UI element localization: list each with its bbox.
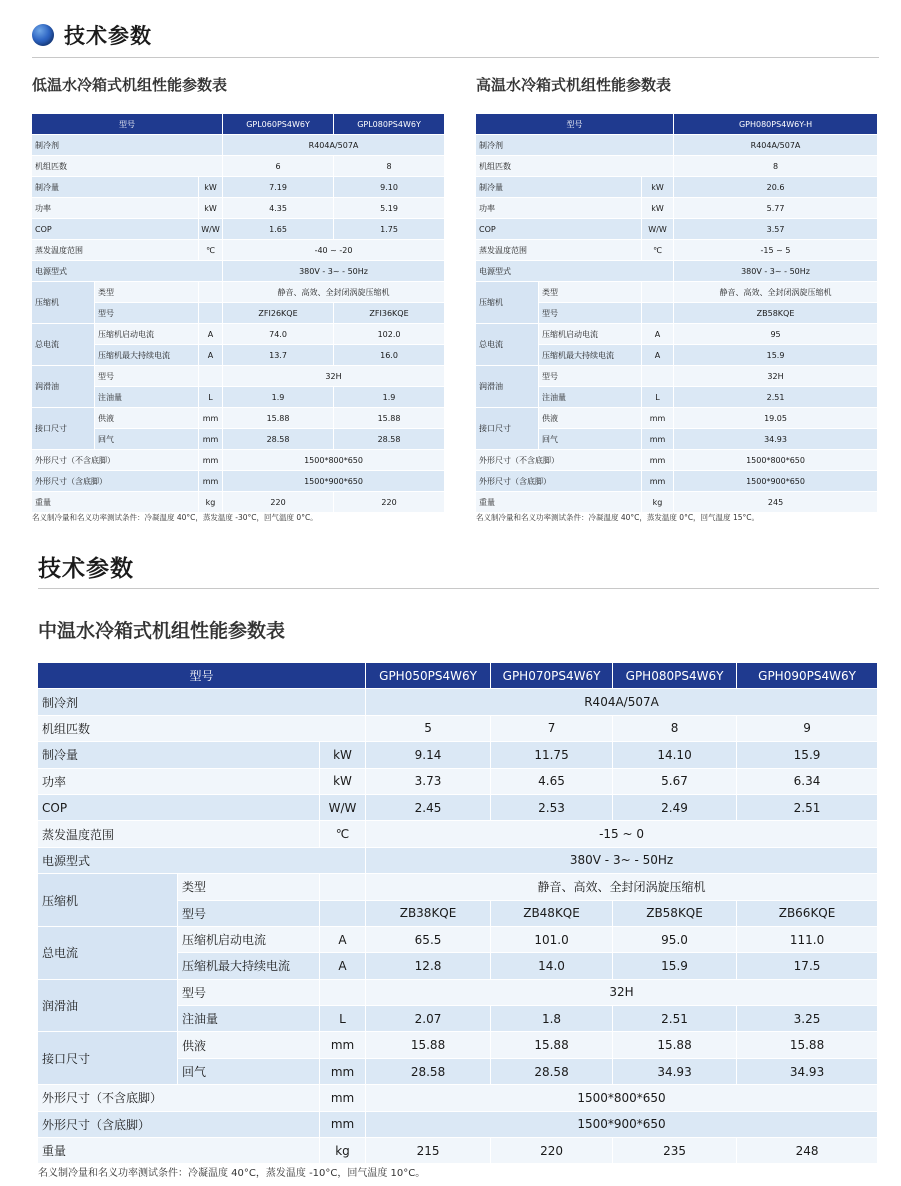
row-label: 压缩机最大持续电流 <box>95 345 199 366</box>
row-label: 制冷量 <box>38 742 320 768</box>
table-cell: W/W <box>642 219 674 240</box>
row-label: 外形尺寸（含底脚） <box>32 471 199 492</box>
table-cell: 65.5 <box>366 927 491 953</box>
table-row <box>38 1085 878 1111</box>
table-cell: 2.07 <box>366 1006 491 1032</box>
row-label: 回气 <box>95 429 199 450</box>
table-row <box>476 240 878 261</box>
table-cell: 14.0 <box>491 953 613 979</box>
row-label: 功率 <box>38 769 320 795</box>
table-cell: 235 <box>613 1138 737 1164</box>
row-label: 注油量 <box>95 387 199 408</box>
table-row <box>32 471 445 492</box>
table-cell: A <box>199 345 223 366</box>
row-label: 润滑油 <box>38 980 178 1033</box>
table-cell: 220 <box>223 492 334 513</box>
table-row <box>32 492 445 513</box>
table-row <box>476 408 878 429</box>
table-cell: 15.88 <box>366 1032 491 1058</box>
table-cell: 220 <box>491 1138 613 1164</box>
table-cell: 248 <box>737 1138 878 1164</box>
table-cell: 15.9 <box>613 953 737 979</box>
header-row <box>32 114 445 135</box>
row-label: 制冷剂 <box>476 135 674 156</box>
high-table-title: 高温水冷箱式机组性能参数表 <box>476 76 672 94</box>
table-cell: 7 <box>491 716 613 742</box>
table-row <box>38 742 878 768</box>
row-label: 型号 <box>95 366 199 387</box>
table-cell: W/W <box>320 795 366 821</box>
header-col: GPH090PS4W6Y <box>737 663 878 689</box>
table-cell: 20.6 <box>674 177 878 198</box>
row-label: 供液 <box>178 1032 320 1058</box>
row-label: 机组匹数 <box>476 156 674 177</box>
table-row <box>32 261 445 282</box>
row-label: 供液 <box>539 408 642 429</box>
mid-temp-table <box>38 663 878 1164</box>
table-cell: L <box>320 1006 366 1032</box>
mid-table-note: 名义制冷量和名义功率测试条件：冷凝温度 40°C，蒸发温度 -10°C，回气温度 10°C。 <box>38 1168 426 1179</box>
table-cell: 15.9 <box>674 345 878 366</box>
row-label: 制冷剂 <box>38 689 366 715</box>
table-cell: 6.34 <box>737 769 878 795</box>
table-row <box>38 821 878 847</box>
table-cell: mm <box>320 1112 366 1138</box>
table-cell: 1.9 <box>223 387 334 408</box>
table-cell <box>199 282 223 303</box>
table-cell <box>320 901 366 927</box>
table-cell: 2.51 <box>674 387 878 408</box>
table-row <box>38 1032 878 1058</box>
table-row <box>476 177 878 198</box>
table-cell: 95 <box>674 324 878 345</box>
table-cell: A <box>320 927 366 953</box>
table-row <box>476 492 878 513</box>
row-label: 接口尺寸 <box>32 408 95 450</box>
table-cell: 380V - 3~ - 50Hz <box>674 261 878 282</box>
low-table-note: 名义制冷量和名义功率测试条件：冷凝温度 40°C，蒸发温度 -30°C，回气温度 0°C。 <box>32 513 318 522</box>
row-label: 润滑油 <box>32 366 95 408</box>
table-cell: 15.88 <box>223 408 334 429</box>
table-cell: W/W <box>199 219 223 240</box>
row-label: 功率 <box>476 198 642 219</box>
table-cell: kW <box>642 198 674 219</box>
table-cell: R404A/507A <box>223 135 445 156</box>
table-cell: -15 ~ 0 <box>366 821 878 847</box>
header-col: GPH050PS4W6Y <box>366 663 491 689</box>
table-cell: 9 <box>737 716 878 742</box>
table-row <box>38 1112 878 1138</box>
row-label: 回气 <box>178 1059 320 1085</box>
row-label: 外形尺寸（不含底脚） <box>476 450 642 471</box>
table-cell: 9.10 <box>334 177 445 198</box>
table-cell: R404A/507A <box>366 689 878 715</box>
table-cell: 380V - 3~ - 50Hz <box>223 261 445 282</box>
row-label: 总电流 <box>32 324 95 366</box>
row-label: 电源型式 <box>38 848 366 874</box>
table-cell: 1500*900*650 <box>674 471 878 492</box>
table-cell: 1.9 <box>334 387 445 408</box>
table-cell: 16.0 <box>334 345 445 366</box>
row-label: 压缩机启动电流 <box>178 927 320 953</box>
table-cell: ZB58KQE <box>674 303 878 324</box>
table-cell: ZB66KQE <box>737 901 878 927</box>
table-cell: 11.75 <box>491 742 613 768</box>
table-cell: 32H <box>674 366 878 387</box>
table-cell: mm <box>199 471 223 492</box>
table-cell: kW <box>642 177 674 198</box>
table-row <box>38 769 878 795</box>
row-label: 外形尺寸（不含底脚） <box>32 450 199 471</box>
table-cell: mm <box>320 1032 366 1058</box>
table-cell: kW <box>199 177 223 198</box>
row-label: 类型 <box>539 282 642 303</box>
row-label: 重量 <box>38 1138 320 1164</box>
table-cell: 2.51 <box>613 1006 737 1032</box>
table-row <box>32 156 445 177</box>
table-cell: 1500*900*650 <box>366 1112 878 1138</box>
table-cell: 32H <box>223 366 445 387</box>
table-cell: 9.14 <box>366 742 491 768</box>
table-row <box>476 261 878 282</box>
row-label: 蒸发温度范围 <box>476 240 642 261</box>
globe-icon <box>32 24 54 46</box>
table-cell: 1500*800*650 <box>674 450 878 471</box>
row-label: 蒸发温度范围 <box>38 821 320 847</box>
table-cell: R404A/507A <box>674 135 878 156</box>
table-cell: 2.51 <box>737 795 878 821</box>
table-cell: mm <box>199 429 223 450</box>
section-header-2 <box>38 550 879 589</box>
row-label: 机组匹数 <box>32 156 223 177</box>
high-temp-table <box>476 114 878 513</box>
table-cell: A <box>199 324 223 345</box>
row-label: COP <box>32 219 199 240</box>
table-cell: mm <box>642 429 674 450</box>
table-cell <box>642 282 674 303</box>
table-row <box>476 324 878 345</box>
row-label: 压缩机 <box>38 874 178 927</box>
table-cell <box>320 980 366 1006</box>
table-cell: 1.65 <box>223 219 334 240</box>
table-cell: 1500*900*650 <box>223 471 445 492</box>
table-cell: ℃ <box>642 240 674 261</box>
low-temp-table <box>32 114 445 513</box>
table-cell: ZFI36KQE <box>334 303 445 324</box>
row-label: 重量 <box>476 492 642 513</box>
table-cell: 5 <box>366 716 491 742</box>
table-row <box>32 240 445 261</box>
table-cell: 28.58 <box>491 1059 613 1085</box>
header-model: 型号 <box>32 114 223 135</box>
table-cell: 32H <box>366 980 878 1006</box>
row-label: 注油量 <box>178 1006 320 1032</box>
row-label: COP <box>38 795 320 821</box>
row-label: 电源型式 <box>32 261 223 282</box>
divider <box>38 588 879 589</box>
table-cell: A <box>642 345 674 366</box>
row-label: 型号 <box>178 901 320 927</box>
table-cell: 14.10 <box>613 742 737 768</box>
row-label: 类型 <box>178 874 320 900</box>
table-cell: 34.93 <box>674 429 878 450</box>
table-cell: 8 <box>613 716 737 742</box>
row-label: 接口尺寸 <box>38 1032 178 1085</box>
row-label: 机组匹数 <box>38 716 366 742</box>
row-label: 重量 <box>32 492 199 513</box>
row-label: 外形尺寸（不含底脚） <box>38 1085 320 1111</box>
table-cell: kg <box>320 1138 366 1164</box>
table-row <box>32 177 445 198</box>
section-header-1 <box>32 20 879 58</box>
row-label: 总电流 <box>476 324 539 366</box>
table-row <box>38 980 878 1006</box>
table-cell: 34.93 <box>737 1059 878 1085</box>
table-row <box>476 450 878 471</box>
table-cell: mm <box>199 450 223 471</box>
table-cell: 19.05 <box>674 408 878 429</box>
row-label: 回气 <box>539 429 642 450</box>
table-cell: -15 ~ 5 <box>674 240 878 261</box>
table-cell <box>320 874 366 900</box>
table-row <box>32 135 445 156</box>
table-cell: mm <box>199 408 223 429</box>
table-cell: ZB38KQE <box>366 901 491 927</box>
table-cell: 15.9 <box>737 742 878 768</box>
header-col: GPH070PS4W6Y <box>491 663 613 689</box>
table-cell: 15.88 <box>613 1032 737 1058</box>
row-label: 压缩机 <box>476 282 539 324</box>
table-row <box>38 1138 878 1164</box>
header-row <box>476 114 878 135</box>
table-cell: 34.93 <box>613 1059 737 1085</box>
table-row <box>476 198 878 219</box>
row-label: 型号 <box>178 980 320 1006</box>
table-cell: 5.19 <box>334 198 445 219</box>
row-label: 接口尺寸 <box>476 408 539 450</box>
row-label: 蒸发温度范围 <box>32 240 199 261</box>
row-label: 压缩机最大持续电流 <box>539 345 642 366</box>
table-cell: 4.65 <box>491 769 613 795</box>
table-cell: 8 <box>674 156 878 177</box>
header-col: GPL080PS4W6Y <box>334 114 445 135</box>
table-cell <box>199 303 223 324</box>
table-cell: 15.88 <box>491 1032 613 1058</box>
table-row <box>476 282 878 303</box>
high-table-note: 名义制冷量和名义功率测试条件：冷凝温度 40°C，蒸发温度 0°C，回气温度 15°C。 <box>476 513 759 522</box>
table-row <box>38 874 878 900</box>
table-cell: 380V - 3~ - 50Hz <box>366 848 878 874</box>
row-label: 型号 <box>539 366 642 387</box>
table-cell: mm <box>320 1085 366 1111</box>
header-row <box>38 663 878 689</box>
row-label: 类型 <box>95 282 199 303</box>
table-cell: 101.0 <box>491 927 613 953</box>
table-row <box>38 689 878 715</box>
table-cell: L <box>642 387 674 408</box>
table-row <box>32 408 445 429</box>
table-cell: 静音、高效、全封闭涡旋压缩机 <box>366 874 878 900</box>
row-label: 外形尺寸（含底脚） <box>476 471 642 492</box>
table-row <box>38 795 878 821</box>
row-label: 供液 <box>95 408 199 429</box>
row-label: 制冷剂 <box>32 135 223 156</box>
table-cell: A <box>642 324 674 345</box>
table-cell: 6 <box>223 156 334 177</box>
table-cell: ℃ <box>199 240 223 261</box>
table-row <box>32 450 445 471</box>
table-cell: 2.53 <box>491 795 613 821</box>
table-cell: -40 ~ -20 <box>223 240 445 261</box>
table-cell: 15.88 <box>334 408 445 429</box>
row-label: 总电流 <box>38 927 178 980</box>
table-cell: 15.88 <box>737 1032 878 1058</box>
header-model: 型号 <box>476 114 674 135</box>
table-cell: 1500*800*650 <box>366 1085 878 1111</box>
header-col: GPL060PS4W6Y <box>223 114 334 135</box>
table-cell: 111.0 <box>737 927 878 953</box>
table-cell: kW <box>320 742 366 768</box>
table-cell <box>642 366 674 387</box>
table-cell: ZB58KQE <box>613 901 737 927</box>
row-label: 压缩机最大持续电流 <box>178 953 320 979</box>
table-cell: kW <box>320 769 366 795</box>
table-cell: 7.19 <box>223 177 334 198</box>
row-label: 制冷量 <box>32 177 199 198</box>
table-row <box>476 366 878 387</box>
table-row <box>476 219 878 240</box>
low-table-title: 低温水冷箱式机组性能参数表 <box>32 76 228 94</box>
table-cell: 220 <box>334 492 445 513</box>
table-cell: 102.0 <box>334 324 445 345</box>
table-cell: 2.49 <box>613 795 737 821</box>
table-cell <box>642 303 674 324</box>
table-cell: A <box>320 953 366 979</box>
table-cell: kg <box>199 492 223 513</box>
table-cell: 3.73 <box>366 769 491 795</box>
row-label: 功率 <box>32 198 199 219</box>
table-cell: 13.7 <box>223 345 334 366</box>
row-label: 外形尺寸（含底脚） <box>38 1112 320 1138</box>
table-cell: 74.0 <box>223 324 334 345</box>
table-cell: 1.8 <box>491 1006 613 1032</box>
table-cell: ZB48KQE <box>491 901 613 927</box>
table-cell: 4.35 <box>223 198 334 219</box>
table-cell: 静音、高效、全封闭涡旋压缩机 <box>223 282 445 303</box>
table-cell: 1500*800*650 <box>223 450 445 471</box>
table-cell: kW <box>199 198 223 219</box>
table-cell: mm <box>642 450 674 471</box>
row-label: 压缩机 <box>32 282 95 324</box>
header-col: GPH080PS4W6Y <box>613 663 737 689</box>
table-cell: L <box>199 387 223 408</box>
mid-table-title: 中温水冷箱式机组性能参数表 <box>38 620 286 642</box>
table-cell: mm <box>642 471 674 492</box>
table-row <box>476 135 878 156</box>
table-row <box>32 219 445 240</box>
table-cell: 95.0 <box>613 927 737 953</box>
table-cell: mm <box>320 1059 366 1085</box>
divider <box>32 57 879 58</box>
table-cell: 3.25 <box>737 1006 878 1032</box>
table-row <box>476 156 878 177</box>
table-row <box>38 927 878 953</box>
table-cell: 5.67 <box>613 769 737 795</box>
table-cell: 12.8 <box>366 953 491 979</box>
table-cell: 2.45 <box>366 795 491 821</box>
row-label: 压缩机启动电流 <box>95 324 199 345</box>
table-row <box>32 324 445 345</box>
table-cell: 3.57 <box>674 219 878 240</box>
table-row <box>38 848 878 874</box>
table-row <box>476 471 878 492</box>
table-cell: ℃ <box>320 821 366 847</box>
row-label: 型号 <box>95 303 199 324</box>
table-cell: 5.77 <box>674 198 878 219</box>
table-cell: 28.58 <box>334 429 445 450</box>
row-label: 润滑油 <box>476 366 539 408</box>
table-row <box>38 716 878 742</box>
row-label: COP <box>476 219 642 240</box>
header-col: GPH080PS4W6Y-H <box>674 114 878 135</box>
table-cell: 28.58 <box>223 429 334 450</box>
table-cell <box>199 366 223 387</box>
table-cell: mm <box>642 408 674 429</box>
row-label: 压缩机启动电流 <box>539 324 642 345</box>
table-row <box>32 366 445 387</box>
row-label: 注油量 <box>539 387 642 408</box>
table-row <box>32 282 445 303</box>
table-cell: 17.5 <box>737 953 878 979</box>
row-label: 型号 <box>539 303 642 324</box>
section-title: 技术参数 <box>64 24 152 48</box>
table-row <box>32 198 445 219</box>
row-label: 制冷量 <box>476 177 642 198</box>
table-cell: 8 <box>334 156 445 177</box>
header-model: 型号 <box>38 663 366 689</box>
table-cell: 1.75 <box>334 219 445 240</box>
table-cell: ZFI26KQE <box>223 303 334 324</box>
table-cell: 245 <box>674 492 878 513</box>
table-cell: kg <box>642 492 674 513</box>
section-title: 技术参数 <box>38 556 134 582</box>
row-label: 电源型式 <box>476 261 674 282</box>
table-cell: 静音、高效、全封闭涡旋压缩机 <box>674 282 878 303</box>
table-cell: 215 <box>366 1138 491 1164</box>
table-cell: 28.58 <box>366 1059 491 1085</box>
